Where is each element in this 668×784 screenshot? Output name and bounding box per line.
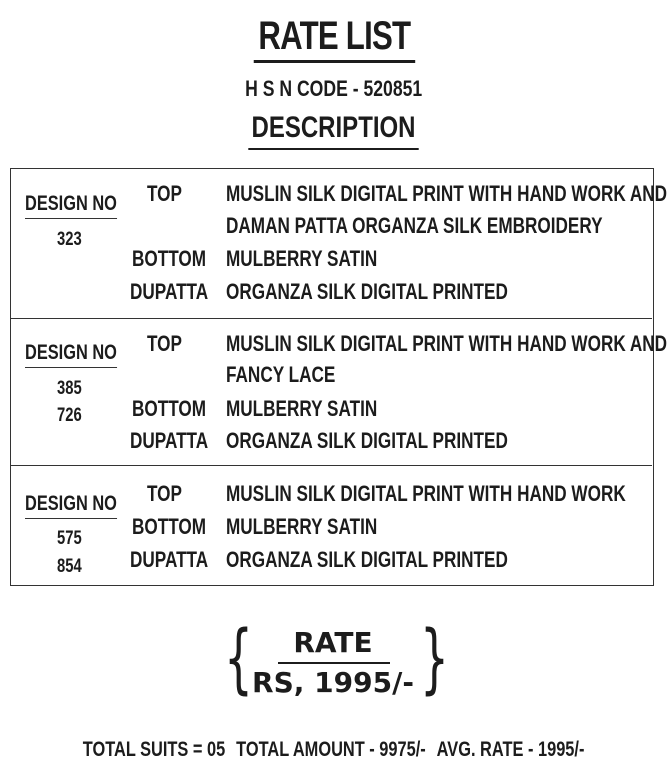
design-no-label: DESIGN NO bbox=[25, 191, 117, 219]
top-description-line: MUSLIN SILK DIGITAL PRINT WITH HAND WORK bbox=[226, 481, 626, 506]
dupatta-description: ORGANZA SILK DIGITAL PRINTED bbox=[226, 547, 508, 572]
design-no-label: DESIGN NO bbox=[25, 340, 117, 368]
design-no-label: DESIGN NO bbox=[25, 491, 117, 519]
top-label: TOP bbox=[147, 181, 182, 206]
design-table bbox=[10, 168, 668, 586]
totals-footer bbox=[0, 738, 668, 762]
top-description-line: DAMAN PATTA ORGANZA SILK EMBROIDERY bbox=[226, 213, 603, 238]
dupatta-label: DUPATTA bbox=[130, 547, 209, 572]
rate-label: RATE bbox=[293, 626, 373, 659]
page-title: RATE LIST bbox=[0, 14, 668, 63]
dupatta-label: DUPATTA bbox=[130, 279, 209, 304]
design-number: 323 bbox=[57, 229, 82, 250]
description-heading: DESCRIPTION bbox=[0, 110, 668, 150]
design-number: 854 bbox=[57, 556, 82, 577]
design-row bbox=[11, 169, 668, 319]
right-brace: } bbox=[420, 613, 450, 702]
design-row bbox=[11, 466, 652, 584]
design-number: 726 bbox=[57, 405, 82, 426]
top-description-line: MUSLIN SILK DIGITAL PRINT WITH HAND WORK AND bbox=[226, 331, 668, 356]
top-description-line: FANCY LACE bbox=[226, 362, 336, 387]
left-brace: { bbox=[224, 613, 254, 702]
top-description-line: MUSLIN SILK DIGITAL PRINT WITH HAND WORK AND bbox=[226, 181, 668, 206]
design-row bbox=[11, 319, 668, 466]
hsn-code: H S N CODE - 520851 bbox=[245, 76, 423, 101]
bottom-label: BOTTOM bbox=[132, 396, 207, 421]
dupatta-label: DUPATTA bbox=[130, 428, 209, 453]
dupatta-description: ORGANZA SILK DIGITAL PRINTED bbox=[226, 279, 508, 304]
bottom-description: MULBERRY SATIN bbox=[226, 514, 378, 539]
rate-box bbox=[224, 613, 450, 704]
bottom-description: MULBERRY SATIN bbox=[226, 246, 378, 271]
dupatta-description: ORGANZA SILK DIGITAL PRINTED bbox=[226, 428, 508, 453]
design-number: 385 bbox=[57, 378, 82, 399]
total-suits: TOTAL SUITS = 05 bbox=[83, 738, 226, 761]
bottom-label: BOTTOM bbox=[132, 246, 207, 271]
design-number: 575 bbox=[57, 528, 82, 549]
total-amount: TOTAL AMOUNT - 9975/- bbox=[236, 738, 427, 761]
rate-divider bbox=[278, 662, 390, 664]
avg-rate: AVG. RATE - 1995/- bbox=[437, 738, 585, 761]
bottom-label: BOTTOM bbox=[132, 514, 207, 539]
top-label: TOP bbox=[147, 331, 182, 356]
top-label: TOP bbox=[147, 481, 182, 506]
rate-value: RS, 1995/- bbox=[252, 666, 414, 699]
bottom-description: MULBERRY SATIN bbox=[226, 396, 378, 421]
